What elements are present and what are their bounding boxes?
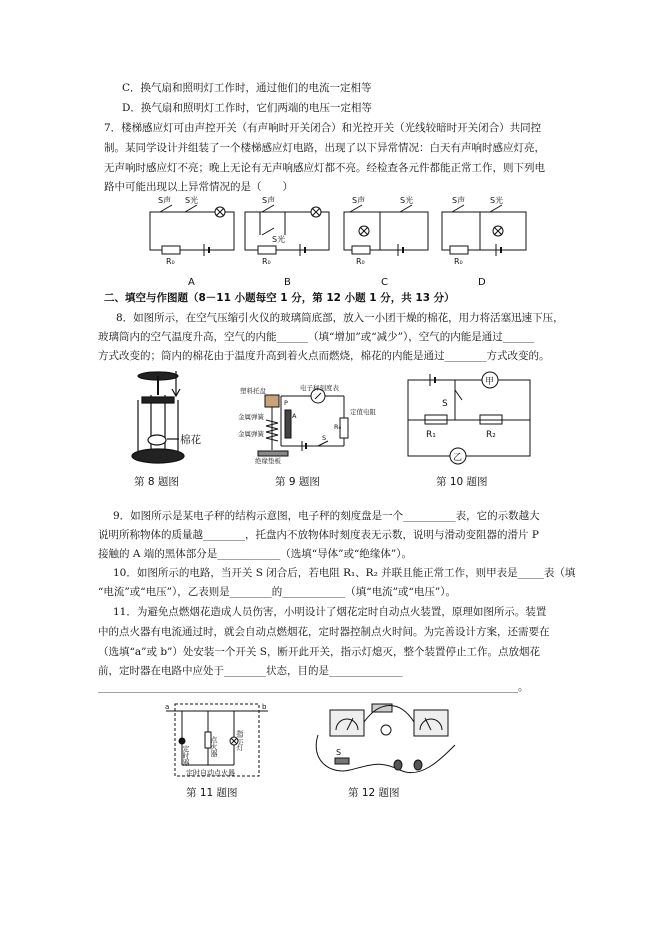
fig9-pad-label: 绝缘垫板: [255, 457, 281, 465]
c-s-sound: S声: [352, 196, 366, 205]
q9-line-1: 9．如图所示是某电子秤的结构示意图，电子秤的刻度盘是一个__________表，它的示数越大: [113, 510, 540, 522]
q7-line-3: 无声响时感应灯不亮；晚上无论有无声响感应灯都不亮。经检查各元件都能正常工作，则下列电: [104, 162, 545, 174]
fig9-meter-label: 电子秤刻度表: [300, 384, 339, 392]
a-s-sound: S声: [158, 196, 172, 205]
q7-line-4: 路中可能出现以上异常情况的是（ ）: [104, 181, 293, 193]
c-s-light: S光: [400, 196, 414, 205]
fig11-a: a: [165, 703, 170, 711]
a-s-light: S光: [185, 196, 199, 205]
fig8-cotton-label: 棉花: [180, 434, 201, 446]
d-s-light: S光: [490, 196, 504, 205]
label-c: C: [381, 277, 388, 288]
q11-line-2: 中的点火器有电流通过时，就会自动点燃烟花，定时器控制点火时间。为完善设计方案，还需要在: [98, 626, 550, 638]
fig11-indicator: 指示灯: [236, 730, 244, 751]
d-s-sound: S声: [452, 196, 466, 205]
q8-line-1: 8．如图所示，在空气压缩引火仪的玻璃筒底部，放入一小团干燥的棉花，用力将活塞迅速下压，: [116, 312, 564, 324]
b-s-light: S光: [272, 235, 286, 244]
fig11-box: 定时自动点火器: [186, 769, 235, 777]
fig9-a-label: A: [292, 412, 297, 420]
q10-line-2: “电流”或“电压”），乙表则是________的____________（填“电流”或“电压”）。: [98, 586, 456, 598]
fig11-caption: 第 11 题图: [186, 787, 238, 799]
b-s-sound: S声: [262, 196, 276, 205]
q11-line-5: ________________________________________________________________________________。: [98, 681, 529, 693]
q7-line-2: 制。某同学设计并组装了一个楼梯感应灯电路，出现了以下异常情况：白天有声响时感应灯亮，: [104, 142, 545, 154]
label-a: A: [188, 277, 195, 288]
c-r0: R₀: [356, 257, 365, 266]
fig8-caption: 第 8 题图: [134, 476, 179, 488]
option-d: D．换气扇和照明灯工作时，它们两端的电压一定相等: [122, 102, 372, 114]
section-2-heading: 二、填空与作图题（8－11 小题每空 1 分，第 12 小题 1 分，共 13 分）: [104, 292, 455, 304]
fig10-switch: S: [442, 399, 448, 409]
fig9-r0-label: R₀: [334, 423, 342, 431]
fig9-resistor-label: 定值电阻: [350, 408, 376, 416]
fig9-spring-label-2: 金属弹簧: [238, 430, 264, 438]
fig12-caption: 第 12 题图: [348, 787, 400, 799]
q9-line-3: 接触的 A 端的黑体部分是____________（选填“导体”或“绝缘体”）。: [98, 548, 412, 560]
fig10-r1: R₁: [426, 430, 436, 440]
fig10-caption: 第 10 题图: [436, 476, 488, 488]
q8-line-2: 玻璃筒内的空气温度升高，空气的内能______（填“增加”或“减少”），空气的内能是通过______: [98, 331, 535, 343]
d-r0: R₀: [454, 257, 463, 266]
label-b: B: [284, 277, 291, 288]
fig11-b: b: [262, 703, 267, 711]
fig10-meter-a: 甲: [485, 377, 495, 387]
q7-line-1: 7．楼梯感应灯可由声控开关（有声响时开关闭合）和光控开关（光线较暗时开关闭合）共同控: [104, 122, 542, 134]
fig11-igniter-label: 点火器: [210, 736, 218, 757]
fig9-s-label: S: [322, 434, 327, 442]
label-d: D: [478, 277, 486, 288]
q10-line-1: 10．如图所示的电路，当开关 S 闭合后，若电阻 R₁、R₂ 并联且能正常工作，则甲表是_____表（填: [113, 567, 576, 579]
fig10-r2: R₂: [486, 430, 496, 440]
fig10-meter-b: 乙: [453, 453, 463, 463]
q11-line-1: 11．为避免点燃烟花造成人员伤害，小明设计了烟花定时自动点火装置，原理如图所示。装置: [113, 606, 547, 618]
b-r0: R₀: [262, 257, 271, 266]
fig9-tray-label: 塑料托盘: [240, 387, 266, 395]
q11-line-4: 前，定时器在电路中应处于________状态，目的是______________: [98, 665, 403, 677]
q8-line-3: 方式改变的；筒内的棉花由于温度升高到着火点而燃烧，棉花的内能是通过________方式改变的。: [98, 350, 550, 362]
fig12-switch: S: [336, 748, 342, 757]
q11-line-3: （选填“a”或 b”）处安装一个开关 S，断开此开关，指示灯熄灭，整个装置停止工作。点放烟花: [98, 646, 540, 658]
q9-line-2: 说明所称物体的质量越________，托盘内不放物体时刻度表无示数，说明与滑动变阻器的滑片 P: [98, 529, 539, 541]
a-r0: R₀: [166, 257, 175, 266]
fig11-timer: 定时器: [182, 745, 190, 766]
fig9-p-label: P: [284, 399, 288, 407]
fig9-spring-label-1: 金属弹簧: [238, 413, 264, 421]
option-c: C．换气扇和照明灯工作时，通过他们的电流一定相等: [122, 82, 372, 94]
fig9-caption: 第 9 题图: [275, 476, 320, 488]
